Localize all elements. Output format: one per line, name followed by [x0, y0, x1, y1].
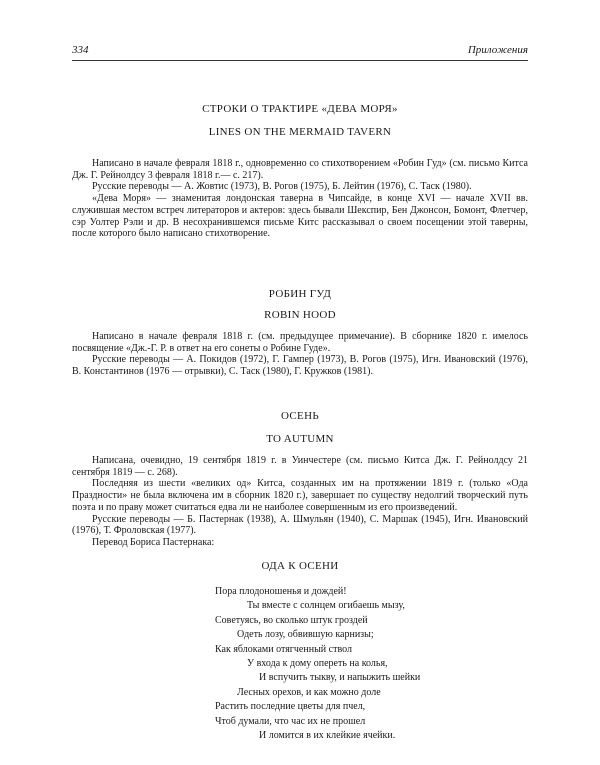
poem-body: [215, 585, 535, 743]
poem-line: Ты вместе с солнцем огибаешь мызу,: [247, 600, 405, 612]
poem-title: ОДА К ОСЕНИ: [261, 560, 339, 572]
poem-line: Лесных орехов, и как можно доле: [237, 686, 381, 698]
running-header: [72, 44, 528, 58]
poem-line: Пора плодоношенья и дождей!: [215, 586, 347, 597]
note-paragraph: Русские переводы — А. Жовтис (1973), В. Рогов (1975), Б. Лейтин (1976), С. Таск (1980).: [92, 181, 472, 193]
note-paragraph: Написана, очевидно, 19 сентября 1819 г. в Уинчестере (см. письмо Китса Дж. Г. Рейнолдсу 21 сентября 1819 — с. 268).: [72, 455, 528, 478]
poem-line: И ломится в их клейкие ячейки.: [259, 730, 396, 742]
poem-line: Чтоб думали, что час их не прошел: [215, 715, 366, 727]
header-rule: [72, 60, 528, 61]
poem-line: Одеть лозу, обвившую карнизы;: [237, 629, 374, 641]
note-paragraph: Написано в начале февраля 1818 г. (см. предыдущее примечание). В сборнике 1820 г. имелось посвящение «Дж.-Г. Р. в ответ на его сонеты о Робине Гуде».: [72, 331, 528, 354]
poem-line: И вспучить тыкву, и напыжить шейки: [259, 672, 421, 684]
poem-line: Растить последние цветы для пчел,: [215, 701, 366, 713]
note-paragraph: Последняя из шести «великих од» Китса, созданных им на протяжении 1819 г. (только «Ода Праздности» не была включена им в сборник 1820 г.), завершает по существу недолгий творческий путь поэта и по праву может считаться едва ли не наиболее совершенным из его произведений.: [72, 478, 528, 513]
page-number: 334: [72, 44, 89, 56]
section-title-ru: ОСЕНЬ: [281, 410, 319, 422]
running-header-title: Приложения: [467, 44, 528, 56]
section-notes: [72, 158, 528, 240]
poem-line: Советуясь, во сколько штук гроздей: [215, 614, 368, 626]
note-paragraph: Перевод Бориса Пастернака:: [92, 536, 215, 548]
note-paragraph: «Дева Моря» — знаменитая лондонская таверна в Чипсайде, в конце XVI — начале XVII вв. служившая местом встреч литераторов и актеров: здесь бывали Шекспир, Бен Джонсон, Бомонт, Флетчер, сэр Уолтер Рэли и др. В несохранившемся письме Китс рассказывал о своем посещении этой таверны, после которого было написано стихотворение.: [72, 193, 528, 240]
section-title-en: LINES ON THE MERMAID TAVERN: [208, 126, 392, 138]
section-title-en: ROBIN HOOD: [264, 309, 336, 321]
note-paragraph: Написано в начале февраля 1818 г., одновременно со стихотворением «Робин Гуд» (см. письмо Китса Дж. Г. Рейнолдсу 3 февраля 1818 г.— с. 217).: [72, 158, 528, 181]
section-title-ru: РОБИН ГУД: [268, 288, 332, 300]
note-paragraph: Русские переводы — Б. Пастернак (1938), А. Шмульян (1940), С. Маршак (1945), Игн. Ивановский (1976), Т. Фроловская (1977).: [72, 513, 528, 537]
poem-line: Как яблоками отягченный ствол: [215, 643, 352, 655]
section-title-ru: СТРОКИ О ТРАКТИРЕ «ДЕВА МОРЯ»: [202, 103, 398, 115]
poem-line: У входа к дому опереть на колья,: [247, 658, 388, 670]
section-title-en: TO AUTUMN: [266, 433, 334, 445]
section-notes: [72, 331, 528, 378]
note-paragraph: Русские переводы — А. Покидов (1972), Г. Гампер (1973), В. Рогов (1975), Игн. Ивановский (1976), В. Константинов (1976 — отрывки), С. Таск (1980), Г. Кружков (1981).: [72, 354, 528, 378]
section-notes: [72, 455, 528, 549]
